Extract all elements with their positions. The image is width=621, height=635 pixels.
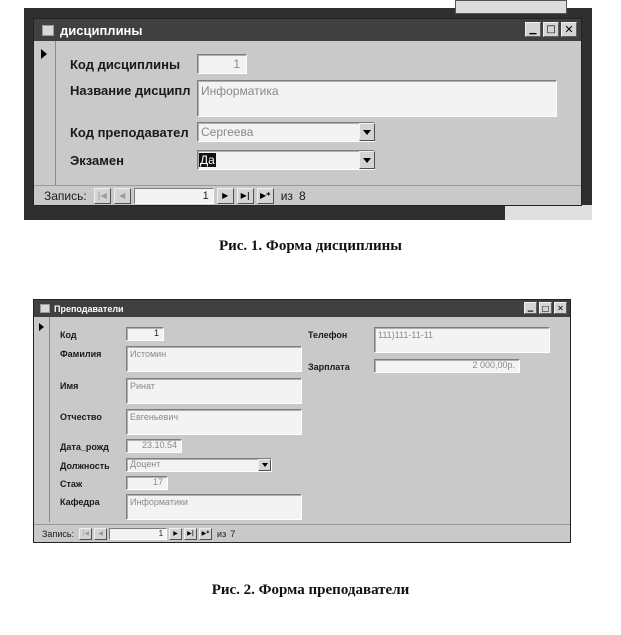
discipline-name-label: Название дисципл: [70, 83, 191, 98]
new-record-icon: ▶*: [260, 191, 271, 200]
surname-field[interactable]: Истомин: [126, 346, 302, 372]
teacher-code-field[interactable]: 1: [126, 327, 164, 341]
maximize-button[interactable]: [543, 22, 559, 37]
phone-label: Телефон: [308, 330, 348, 340]
teacher-code-combo[interactable]: Сергеева: [197, 122, 375, 142]
record-selector-arrow-icon: [41, 49, 47, 59]
next-record-icon: ▶: [173, 530, 178, 537]
background-window-right-edge: [505, 205, 592, 220]
record-navigation-bar: [34, 524, 570, 542]
minimize-icon: ▁: [527, 304, 534, 312]
position-combo[interactable]: Доцент: [126, 458, 272, 472]
figure1-caption: Рис. 1. Форма дисциплины: [218, 238, 403, 254]
new-record-icon: ▶*: [201, 530, 210, 537]
department-label: Кафедра: [60, 497, 100, 507]
teacher-code-dropdown-button[interactable]: [359, 123, 375, 141]
window-title: Преподаватели: [54, 303, 124, 314]
teachers-form-window: [33, 299, 571, 543]
total-records: 8: [298, 188, 306, 203]
last-record-button[interactable]: [237, 188, 254, 204]
prev-record-icon: ◀: [119, 191, 126, 200]
close-icon: ✕: [557, 303, 564, 313]
patronymic-label: Отчество: [60, 412, 102, 422]
record-navigation-bar: [34, 185, 581, 205]
minimize-button[interactable]: [525, 22, 541, 37]
maximize-button[interactable]: [539, 302, 552, 314]
birthdate-label: Дата_рожд: [60, 442, 109, 452]
exam-label: Экзамен: [70, 153, 124, 168]
maximize-icon: □: [546, 24, 556, 35]
current-record-field[interactable]: 1: [134, 188, 214, 204]
record-label: Запись:: [42, 528, 75, 539]
experience-field[interactable]: 17: [126, 476, 168, 490]
new-record-button[interactable]: [257, 188, 274, 204]
total-records: 7: [230, 528, 236, 539]
patronymic-field[interactable]: Евгеньевич: [126, 409, 302, 435]
surname-label: Фамилия: [60, 349, 102, 359]
salary-field[interactable]: 2 000,00р.: [374, 359, 520, 373]
form-icon: [42, 25, 54, 36]
record-label: Запись:: [44, 188, 87, 203]
discipline-name-field[interactable]: Информатика: [197, 80, 557, 117]
salary-label: Зарплата: [308, 362, 350, 372]
birthdate-field[interactable]: 23.10.54: [126, 439, 182, 453]
prev-record-button[interactable]: [94, 528, 107, 540]
last-record-icon: ▶|: [240, 191, 250, 200]
firstname-field[interactable]: Ринат: [126, 378, 302, 404]
chevron-down-icon: [262, 463, 268, 467]
last-record-button[interactable]: [184, 528, 197, 540]
discipline-code-label: Код дисциплины: [70, 57, 181, 72]
of-label: из: [217, 528, 227, 539]
exam-combo[interactable]: [197, 150, 375, 170]
exam-dropdown-button[interactable]: [359, 151, 375, 169]
teacher-code-label: Код преподавател: [70, 125, 189, 140]
window-title: дисциплины: [60, 22, 143, 38]
first-record-icon: |◀: [97, 191, 107, 200]
next-record-icon: ▶: [222, 191, 229, 200]
phone-field[interactable]: 111)111-11-11: [374, 327, 550, 353]
first-record-button[interactable]: [79, 528, 92, 540]
teachers-form-titlebar: [34, 300, 570, 317]
background-window-top-right: [455, 0, 567, 14]
chevron-down-icon: [363, 158, 371, 163]
disciplines-form-titlebar: [34, 19, 581, 41]
maximize-icon: □: [541, 303, 550, 313]
minimize-icon: ▁: [529, 24, 537, 35]
firstname-label: Имя: [60, 381, 79, 391]
record-selector-arrow-icon: [39, 323, 44, 331]
form-icon: [40, 304, 50, 313]
experience-label: Стаж: [60, 479, 83, 489]
first-record-button[interactable]: [94, 188, 111, 204]
first-record-icon: |◀: [82, 530, 89, 537]
of-label: из: [280, 188, 293, 203]
chevron-down-icon: [363, 130, 371, 135]
last-record-icon: ▶|: [187, 530, 194, 537]
discipline-code-field[interactable]: 1: [197, 54, 247, 74]
prev-record-icon: ◀: [98, 530, 103, 537]
disciplines-form-window: [33, 18, 582, 206]
position-label: Должность: [60, 461, 110, 471]
record-selector[interactable]: [34, 41, 56, 185]
exam-selected-value: Да: [200, 153, 215, 167]
prev-record-button[interactable]: [114, 188, 131, 204]
current-record-field[interactable]: 1: [109, 528, 167, 540]
next-record-button[interactable]: [217, 188, 234, 204]
minimize-button[interactable]: [524, 302, 537, 314]
figure2-caption: Рис. 2. Форма преподаватели: [211, 582, 410, 598]
position-dropdown-button[interactable]: [258, 459, 271, 471]
close-button[interactable]: [561, 22, 577, 37]
teacher-code-label: Код: [60, 330, 77, 340]
department-field[interactable]: Информатики: [126, 494, 302, 520]
close-button[interactable]: [554, 302, 567, 314]
new-record-button[interactable]: [199, 528, 212, 540]
close-icon: ✕: [564, 23, 574, 36]
next-record-button[interactable]: [169, 528, 182, 540]
record-selector[interactable]: [34, 317, 50, 522]
